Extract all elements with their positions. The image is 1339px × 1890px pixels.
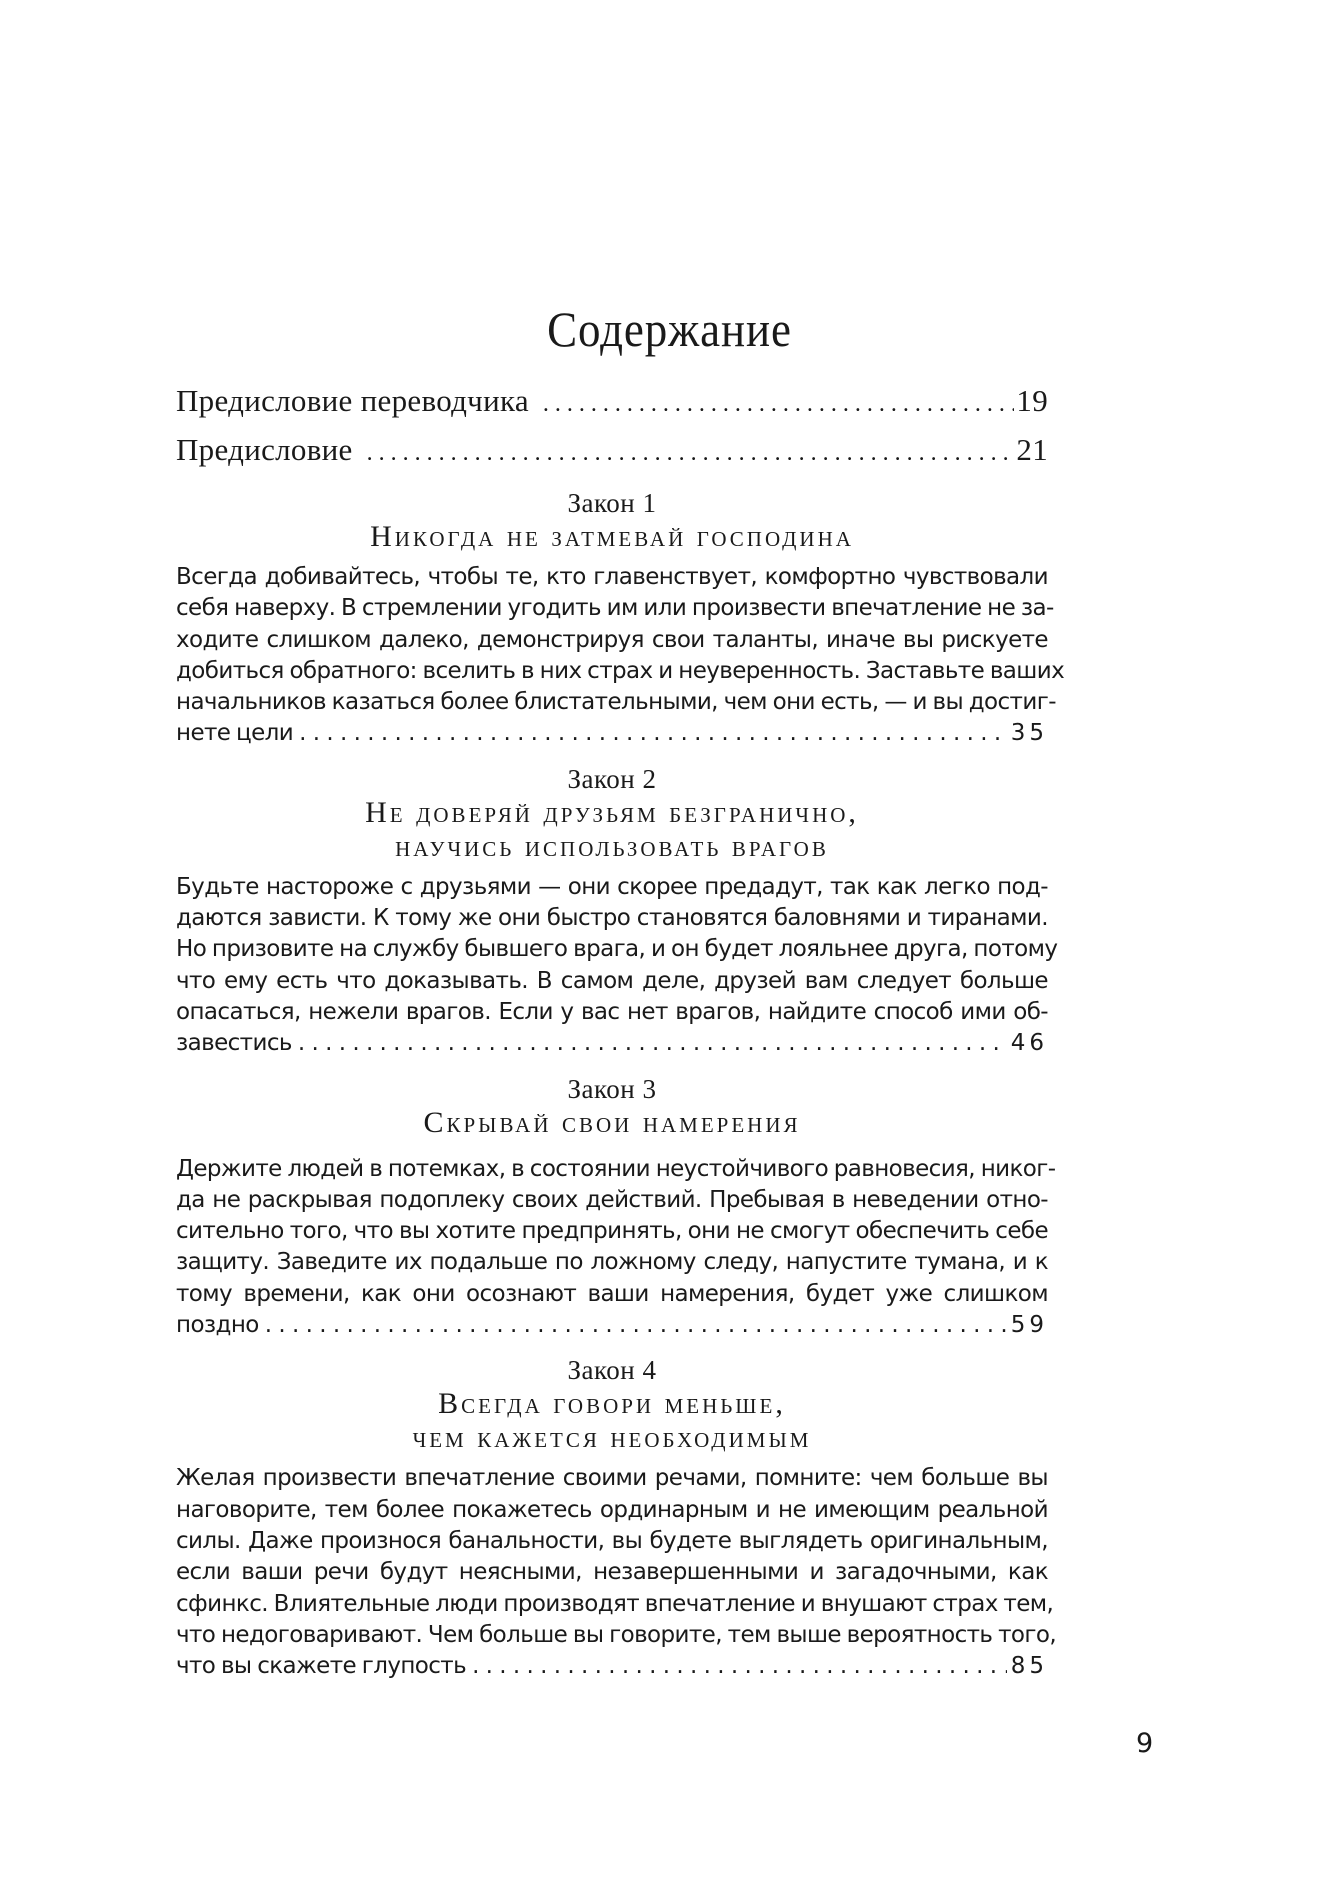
toc-entry-translator-preface[interactable]	[176, 378, 1048, 427]
law-title-line: Скрывай свои намерения	[423, 1105, 801, 1139]
page-title: Содержание	[547, 301, 792, 357]
summary-line: себя наверху. В стремлении угодить им или произвести впечатление не за-	[176, 595, 1054, 622]
summary-line: силы. Даже произнося банальности, вы будете выглядеть оригинальным,	[176, 1527, 1048, 1554]
law-title-line: научись использовать врагов	[395, 829, 829, 863]
law-number: Закон 4	[567, 1355, 657, 1386]
law-4[interactable]	[176, 1353, 1057, 1682]
summary-line: опасаться, нежели врагов. Если у вас нет врагов, найдите способ ими об-	[176, 998, 1048, 1025]
toc-entry-preface[interactable]	[176, 427, 1048, 476]
summary-line: Будьте настороже с друзьями — они скорее предадут, так как легко под-	[176, 873, 1048, 900]
summary-last-line	[176, 1028, 1048, 1059]
summary-line: даются зависти. К тому же они быстро становятся баловнями и тиранами.	[176, 905, 1048, 932]
summary-line: Но призовите на службу бывшего врага, и он будет лояльнее друга, потому	[176, 936, 1058, 963]
law-title	[176, 520, 1048, 554]
summary-line: поздно	[176, 1312, 259, 1339]
summary-line: сфинкс. Влиятельные люди производят впечатление и внушают страх тем,	[176, 1590, 1054, 1617]
law-number: Закон 1	[567, 488, 657, 518]
table-of-contents	[176, 378, 1065, 1682]
law-summary	[176, 872, 1058, 1060]
law-summary	[176, 562, 1065, 750]
law-2[interactable]	[176, 762, 1058, 1060]
dot-leader	[293, 718, 1007, 749]
law-summary	[176, 1463, 1057, 1682]
law-title-line: Никогда не затмевай господина	[370, 520, 854, 553]
summary-last-line	[176, 718, 1048, 749]
toc-entry-title: Предисловие переводчика	[176, 383, 529, 418]
law-title-line: Не доверяй друзьям безгранично,	[365, 795, 859, 829]
law-page: 46	[1010, 1030, 1048, 1057]
law-summary	[176, 1154, 1056, 1342]
law-title	[176, 796, 1048, 864]
summary-line: Держите людей в потемках, в состоянии неустойчивого равновесия, никог-	[176, 1155, 1056, 1182]
toc-entry-title: Предисловие	[176, 432, 353, 467]
law-page: 35	[1010, 720, 1048, 747]
summary-line: что недоговаривают. Чем больше вы говорите, тем выше вероятность того,	[176, 1621, 1057, 1648]
summary-line: нете цели	[176, 720, 294, 747]
law-title-line: чем кажется необходимым	[412, 1421, 812, 1455]
summary-line: начальников казаться более блистательными, чем они есть, — и вы достиг-	[176, 689, 1056, 716]
law-number: Закон 3	[567, 1073, 657, 1104]
law-number: Закон 2	[567, 763, 657, 794]
dot-leader	[466, 1651, 1007, 1682]
law-page: 85	[1010, 1653, 1048, 1680]
summary-line: завестись	[176, 1030, 292, 1057]
summary-line: что ему есть что доказывать. В самом деле, друзей вам следует больше	[176, 967, 1048, 994]
dot-leader	[292, 1028, 1007, 1059]
toc-entry-page: 19	[1016, 383, 1048, 418]
summary-line: да не раскрывая подоплеку своих действий. Пребывая в неведении отно-	[176, 1186, 1048, 1213]
summary-line: сительно того, что вы хотите предпринять, они не смогут обеспечить себе	[176, 1218, 1048, 1245]
summary-line: что вы скажете глупость	[176, 1653, 467, 1680]
summary-line: защиту. Заведите их подальше по ложному следу, напустите тумана, и к	[176, 1249, 1048, 1276]
law-3[interactable]	[176, 1072, 1056, 1342]
law-1[interactable]	[176, 486, 1065, 750]
summary-line: ходите слишком далеко, демонстрируя свои таланты, иначе вы рискуете	[176, 626, 1048, 653]
summary-line: если ваши речи будут неясными, незавершенными и загадочными, как	[176, 1559, 1048, 1586]
summary-line: тому времени, как они осознают ваши намерения, будет уже слишком	[176, 1280, 1048, 1307]
summary-line: Желая произвести впечатление своими речами, помните: чем больше вы	[176, 1465, 1048, 1492]
law-page: 59	[1010, 1312, 1048, 1339]
summary-line: наговорите, тем более покажетесь ординарным и не имеющим реальной	[176, 1496, 1048, 1523]
dot-leader	[367, 430, 1015, 476]
dot-leader	[259, 1310, 1007, 1341]
summary-line: добиться обратного: вселить в них страх и неуверенность. Заставьте ваших	[176, 657, 1065, 684]
law-title-line: Всегда говори меньше,	[438, 1387, 786, 1421]
summary-line: Всегда добивайтесь, чтобы те, кто главенствует, комфортно чувствовали	[176, 564, 1048, 590]
summary-last-line	[176, 1310, 1048, 1341]
law-title	[176, 1106, 1048, 1140]
page-number: 9	[1136, 1728, 1154, 1759]
toc-entry-page: 21	[1016, 432, 1048, 467]
law-title	[176, 1387, 1048, 1455]
dot-leader	[543, 381, 1014, 427]
summary-last-line	[176, 1651, 1048, 1682]
